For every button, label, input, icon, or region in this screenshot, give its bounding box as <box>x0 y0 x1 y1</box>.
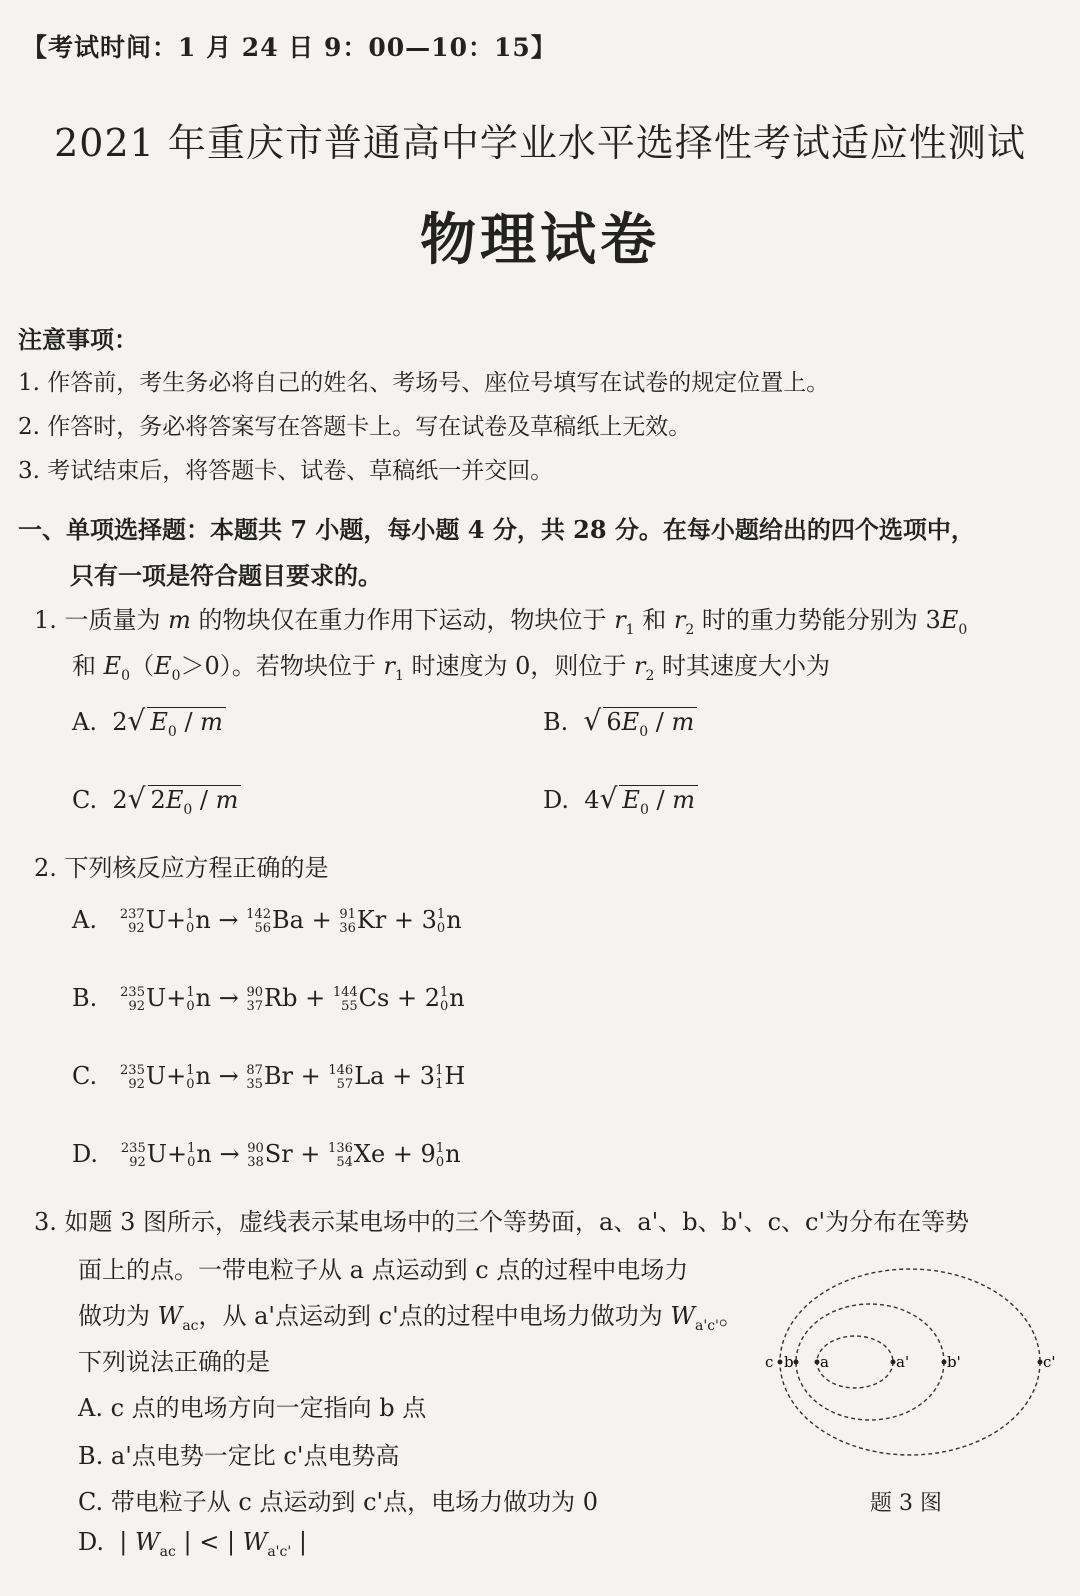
q1-option-b[interactable]: B. √ $6E_0$ / m <box>543 704 697 740</box>
exam-title: 2021 年重庆市普通高中学业水平选择性考试适应性测试 <box>54 121 1026 165</box>
q2-option-b[interactable]: B. 235 92 U+ 1 0 n → 90 37 Rb + 144 55 Cs + 2 1 0 n <box>72 984 465 1014</box>
q3-stem-line1: 3. 如题 3 图所示，虚线表示某电场中的三个等势面，a、a'、b、b'、c、c'为分布在等势 <box>34 1208 970 1236</box>
label-b: b <box>784 1353 794 1371</box>
notes-heading: 注意事项： <box>18 325 138 354</box>
q2-option-d[interactable]: D. 235 92 U+ 1 0 n → 90 38 Sr + 136 54 Xe + 9 1 0 n <box>72 1140 461 1170</box>
note-item-3: 3. 考试结束后，将答题卡、试卷、草稿纸一并交回。 <box>18 458 554 484</box>
label-a: a <box>820 1353 829 1371</box>
exam-subtitle: 物理试卷 <box>420 207 660 273</box>
q3-option-b[interactable]: B. a'点电势一定比 c'点电势高 <box>78 1442 400 1470</box>
point-a-prime <box>891 1360 896 1365</box>
equipotential-figure <box>760 1262 1060 1472</box>
q2-option-a[interactable]: A. 237 92 U+ 1 0 n → 142 56 Ba + 91 36 Kr + 3 1 0 n <box>72 906 462 936</box>
q1-option-c[interactable]: C. 2√ $2E_0$ / m <box>72 782 241 818</box>
q1-stem-line1: 1. 一质量为 m 的物块仅在重力作用下运动，物块位于 $r_1$ 和 $r_2$ 时的重力势能分别为 $3E_0$ <box>34 606 968 638</box>
q1-stem-line2: 和 $E_0(E_0>0)$。若物块位于 $r_1$ 时速度为 0，则位于 $r_2$ 时其速度大小为 <box>72 652 831 684</box>
point-b <box>794 1360 799 1365</box>
point-c-prime <box>1038 1360 1043 1365</box>
point-c <box>778 1360 783 1365</box>
q3-stem-line2: 面上的点。一带电粒子从 a 点运动到 c 点的过程中电场力 <box>78 1256 689 1284</box>
q1-option-d[interactable]: D. 4√ $E_0$ / m <box>543 782 698 818</box>
figure-caption: 题 3 图 <box>870 1491 942 1516</box>
q3-stem-line3: 做功为 $W_{ac}$，从 a'点运动到 c'点的过程中电场力做功为 $W_{a'c'}$。 <box>78 1302 743 1334</box>
section-heading-line2: 只有一项是符合题目要求的。 <box>70 561 382 590</box>
q3-option-d[interactable]: D. | $W_{ac}$ | < | $W_{a'c'}$ | <box>78 1528 307 1560</box>
q3-option-c[interactable]: C. 带电粒子从 c 点运动到 c'点，电场力做功为 0 <box>78 1488 599 1516</box>
q2-option-c[interactable]: C. 235 92 U+ 1 0 n → 87 35 Br + 146 57 La + 3 1 1 H <box>72 1062 466 1092</box>
exam-time: 【考试时间：1 月 24 日 9：00—10：15】 <box>22 33 557 62</box>
note-item-1: 1. 作答前，考生务必将自己的姓名、考场号、座位号填写在试卷的规定位置上。 <box>18 370 830 396</box>
label-a-prime: a' <box>896 1353 910 1371</box>
q3-option-a[interactable]: A. c 点的电场方向一定指向 b 点 <box>78 1394 427 1422</box>
q1-option-a[interactable]: A. 2√ $E_0$ / m <box>72 704 226 740</box>
q3-stem-line4: 下列说法正确的是 <box>78 1348 270 1376</box>
point-b-prime <box>942 1360 947 1365</box>
point-a <box>815 1360 820 1365</box>
q2-stem: 2. 下列核反应方程正确的是 <box>34 854 329 882</box>
note-item-2: 2. 作答时，务必将答案写在答题卡上。写在试卷及草稿纸上无效。 <box>18 414 692 440</box>
label-c: c <box>765 1353 774 1371</box>
label-c-prime: c' <box>1043 1353 1056 1371</box>
section-heading-line1: 一、单项选择题：本题共 7 小题，每小题 4 分，共 28 分。在每小题给出的四个选项中， <box>18 515 975 544</box>
label-b-prime: b' <box>947 1353 961 1371</box>
